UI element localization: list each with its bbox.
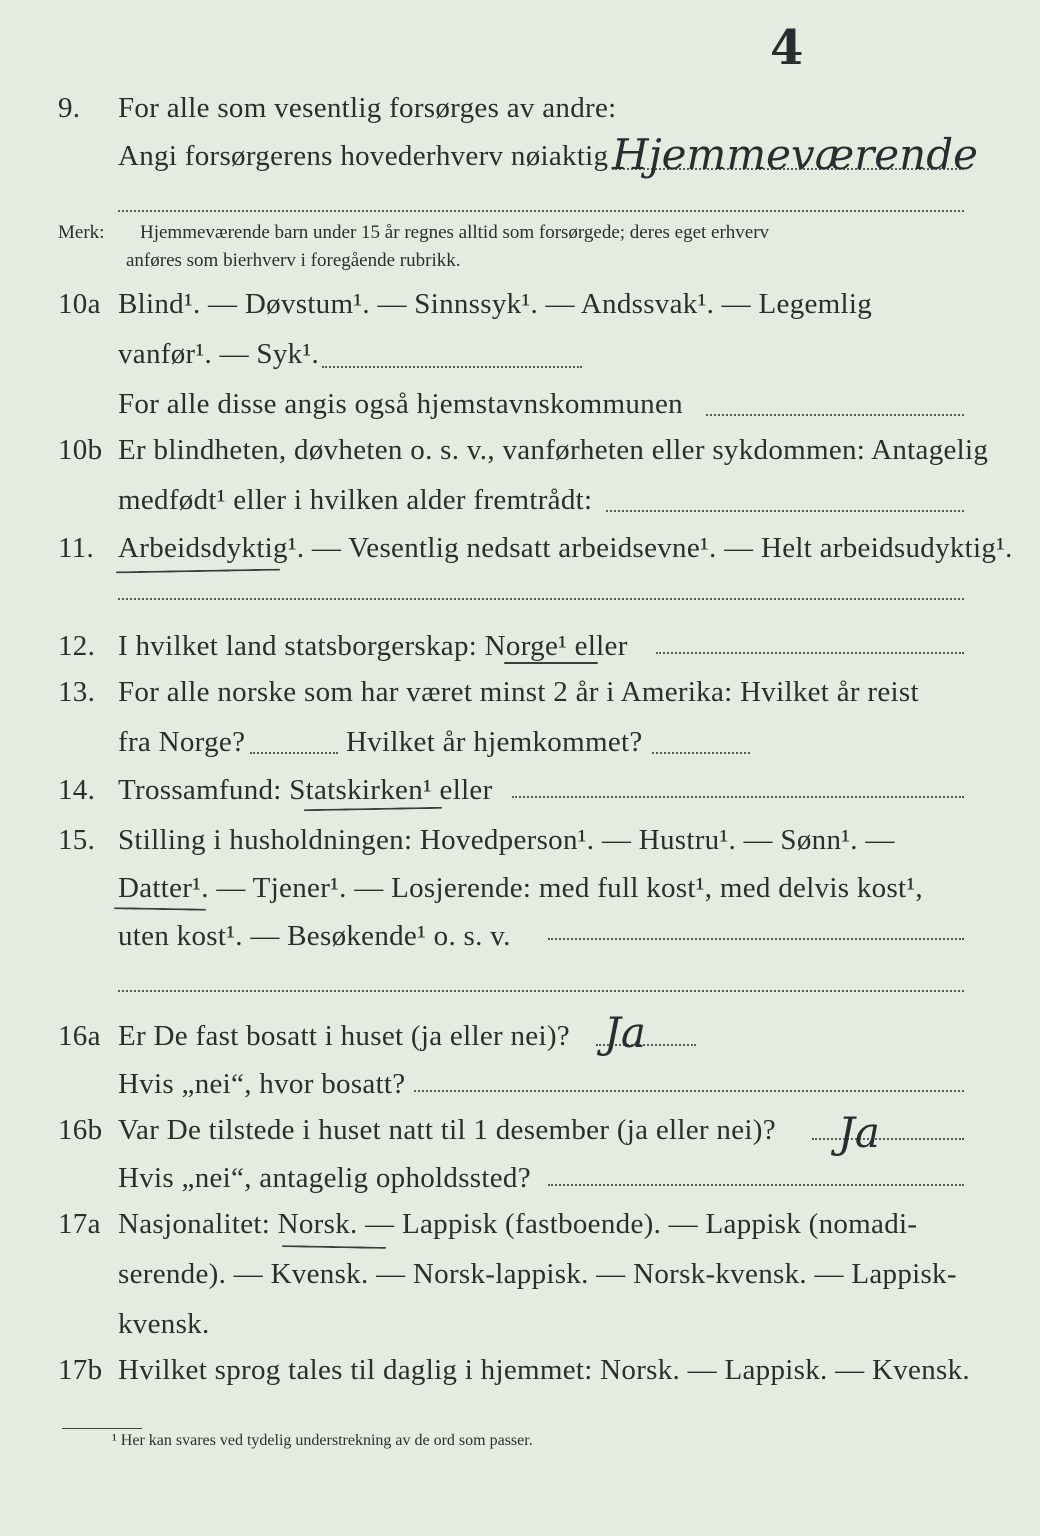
question-number: 11. (58, 532, 95, 564)
question-number: 12. (58, 630, 96, 662)
answer-line (606, 510, 964, 512)
question-17a-line-2: serende). — Kvensk. — Norsk-lappisk. — Norsk-kvensk. — Lappisk- (118, 1258, 957, 1290)
answer-line (118, 210, 964, 212)
question-14-line-1: Trossamfund: Statskirken¹ eller (118, 774, 493, 806)
merk-label: Merk: (58, 222, 105, 243)
answer-line (812, 1138, 964, 1140)
question-13 (58, 676, 919, 709)
answer-line (414, 1090, 964, 1092)
question-16b-line-1: Var De tilstede i huset natt til 1 desember (ja eller nei)? (118, 1114, 776, 1146)
question-17b (58, 1354, 970, 1387)
question-number: 17a (58, 1208, 101, 1240)
question-16b (58, 1114, 776, 1147)
handwritten-underline (504, 662, 598, 664)
merk-line-2: anføres som bierhverv i foregående rubrikk. (126, 250, 461, 271)
answer-line (652, 752, 750, 754)
question-13-line-2b: Hvilket år hjemkommet? (346, 726, 643, 758)
question-10a-line-3: For alle disse angis også hjemstavnskommunen (118, 388, 683, 420)
handwritten-underline (116, 569, 280, 574)
answer-line (512, 796, 964, 798)
question-16a (58, 1020, 570, 1053)
handwritten-underline (304, 807, 442, 811)
question-17a-line-1: Nasjonalitet: Norsk. — Lappisk (fastboende). — Lappisk (nomadi- (118, 1208, 918, 1240)
question-16a-line-1: Er De fast bosatt i huset (ja eller nei)? (118, 1020, 570, 1052)
question-17a (58, 1208, 917, 1241)
question-10a-line-1: Blind¹. — Døvstum¹. — Sinnssyk¹. — Andssvak¹. — Legemlig (118, 288, 873, 320)
footnote-rule (62, 1428, 142, 1429)
page-number-mark: 4 (770, 20, 804, 76)
question-number: 10a (58, 288, 101, 320)
answer-line (548, 1184, 964, 1186)
question-11 (58, 532, 1013, 565)
handwritten-answer-9: Hjemmeværende (612, 130, 978, 179)
question-15-line-2: Datter¹. — Tjener¹. — Losjerende: med full kost¹, med delvis kost¹, (118, 872, 923, 904)
answer-line (548, 938, 964, 940)
question-number: 10b (58, 434, 103, 466)
question-15-line-3: uten kost¹. — Besøkende¹ o. s. v. (118, 920, 511, 952)
answer-line (322, 366, 582, 368)
merk-line-1: Hjemmeværende barn under 15 år regnes alltid som forsørgede; deres eget erhverv (140, 222, 770, 243)
handwritten-answer-16a: Ja (604, 1008, 646, 1057)
footnote: ¹ Her kan svares ved tydelig understrekning av de ord som passer. (112, 1432, 533, 1449)
answer-line (118, 990, 964, 992)
question-16a-line-2: Hvis „nei“, hvor bosatt? (118, 1068, 406, 1100)
question-10a (58, 288, 872, 321)
question-9-line-1: For alle som vesentlig forsørges av andre: (118, 92, 617, 124)
question-number: 15. (58, 824, 96, 856)
question-10b (58, 434, 988, 467)
question-number: 16b (58, 1114, 103, 1146)
answer-line (706, 414, 964, 416)
question-15 (58, 824, 895, 857)
question-14 (58, 774, 493, 807)
question-15-line-1: Stilling i husholdningen: Hovedperson¹. — Hustru¹. — Sønn¹. — (118, 824, 895, 856)
question-13-line-2a: fra Norge? (118, 726, 246, 758)
question-number: 9. (58, 92, 81, 124)
answer-line (656, 652, 964, 654)
question-number: 14. (58, 774, 96, 806)
handwritten-underline (282, 1245, 386, 1249)
question-13-line-1: For alle norske som har været minst 2 år i Amerika: Hvilket år reist (118, 676, 919, 708)
question-9 (58, 92, 617, 125)
handwritten-answer-16b: Ja (838, 1108, 880, 1157)
question-12 (58, 630, 628, 663)
question-17b-line-1: Hvilket sprog tales til daglig i hjemmet: Norsk. — Lappisk. — Kvensk. (118, 1354, 970, 1386)
question-11-line-1: Arbeidsdyktig¹. — Vesentlig nedsatt arbeidsevne¹. — Helt arbeidsudyktig¹. (118, 532, 1013, 564)
answer-line (250, 752, 338, 754)
question-16b-line-2: Hvis „nei“, antagelig opholdssted? (118, 1162, 531, 1194)
answer-line (118, 598, 964, 600)
question-9-line-2: Angi forsørgerens hovederhverv nøiaktig (118, 140, 609, 172)
question-12-line-1: I hvilket land statsborgerskap: Norge¹ eller (118, 630, 628, 662)
question-10b-line-2: medfødt¹ eller i hvilken alder fremtrådt: (118, 484, 593, 516)
question-10a-line-2: vanfør¹. — Syk¹. (118, 338, 320, 370)
question-number: 17b (58, 1354, 103, 1386)
question-number: 16a (58, 1020, 101, 1052)
handwritten-underline (114, 907, 206, 911)
question-17a-line-3: kvensk. (118, 1308, 210, 1340)
question-10b-line-1: Er blindheten, døvheten o. s. v., vanførheten eller sykdommen: Antagelig (118, 434, 989, 466)
question-number: 13. (58, 676, 96, 708)
